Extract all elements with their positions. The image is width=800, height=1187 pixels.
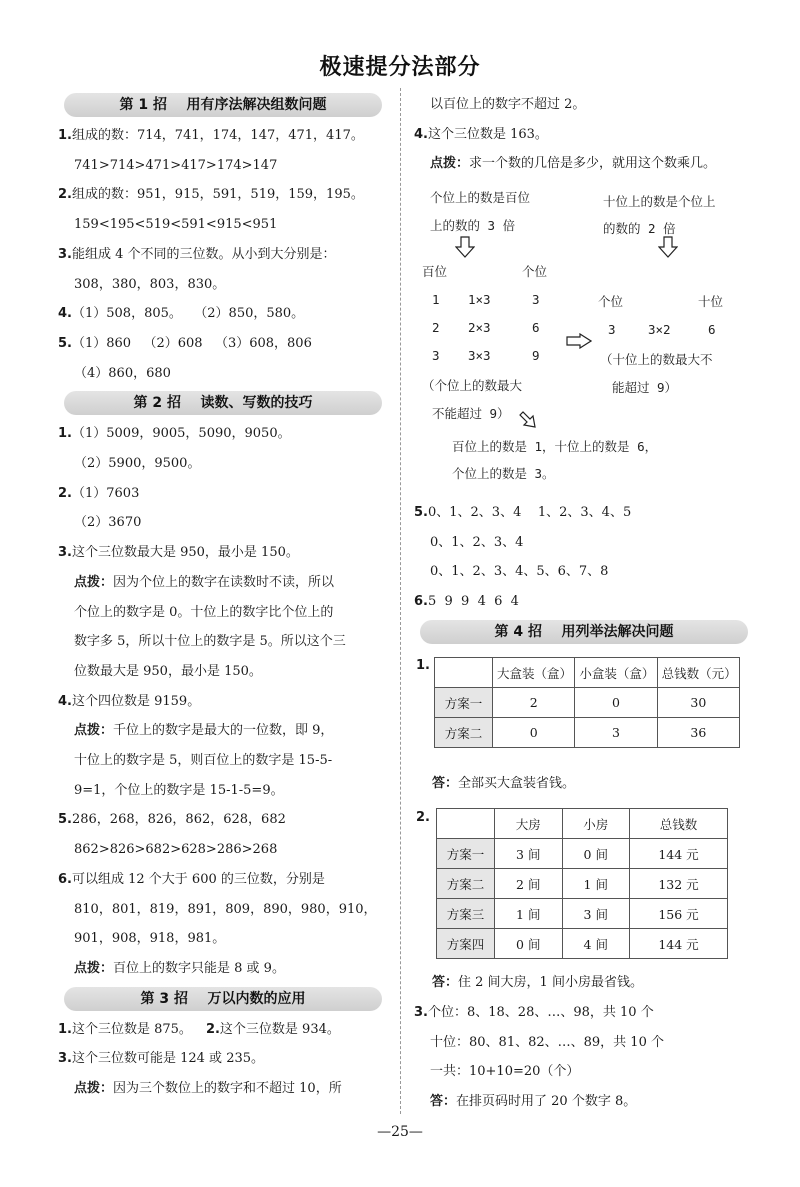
- answer-text: 286，268，826，862，628，682: [71, 812, 286, 828]
- header-ones-r: 个位: [598, 294, 624, 309]
- continuation-line: 741>714>471>417>174>147: [74, 157, 278, 173]
- question-number: 1.: [416, 658, 430, 673]
- answer-text: 能组成 4 个不同的三位数。从小到大分别是：: [71, 246, 336, 262]
- down-arrow-icon: [658, 236, 678, 258]
- continuation-line: （2）3670: [74, 515, 142, 531]
- table-cell: 3 间: [495, 839, 563, 869]
- question-number: 1.: [58, 426, 72, 442]
- left-remark-2: 不能超过 9）: [432, 406, 510, 421]
- answer-text: 可以组成 12 个大于 600 的三位数，分别是: [71, 871, 325, 887]
- answer-text: （1）7603: [71, 485, 140, 501]
- table-cell: 144 元: [630, 839, 728, 869]
- conclusion-1: 百位上的数是 1，十位上的数是 6，: [452, 439, 658, 454]
- answer-line: [414, 498, 754, 528]
- answer-text: 这个四位数是 9159。: [71, 693, 201, 709]
- column-divider: [400, 88, 401, 1114]
- continuation-line: 810，801，819，891，809，890，980，910，: [74, 901, 377, 917]
- answer-text: 组成的数：951，915，591，519，159，195。: [71, 187, 364, 203]
- answer-2: [432, 968, 643, 998]
- page-title: 极速提分法部分: [319, 55, 481, 80]
- answer-line: [58, 865, 388, 895]
- table-cell: 0 间: [562, 839, 630, 869]
- continuation-line: 以百位上的数字不超过 2。: [430, 97, 586, 112]
- table-row: [437, 899, 728, 929]
- cell: 3: [432, 348, 440, 363]
- header-cell: 总钱数（元）: [657, 658, 739, 688]
- question-number: 2.: [58, 485, 72, 501]
- continuation-line: 862>826>682>628>286>268: [74, 842, 278, 858]
- answer-line: [58, 1015, 388, 1045]
- table-cell: 144 元: [630, 929, 728, 959]
- cell: 3: [532, 292, 540, 307]
- table-cell: 0: [493, 718, 575, 748]
- continuation-line: 位数最大是 950，最小是 150。: [74, 663, 262, 679]
- answer-text: 这个三位数可能是 124 或 235。: [71, 1051, 265, 1067]
- left-column: [58, 90, 388, 1104]
- cell: 1×3: [468, 292, 491, 307]
- table-cell: 方案二: [435, 718, 493, 748]
- right-column-mid: [414, 498, 754, 648]
- answer-label: 答：: [432, 975, 459, 990]
- continuation-line: 9=1，个位上的数字是 15-1-5=9。: [74, 782, 284, 798]
- section-header: 第 4 招 用列举法解决问题: [420, 620, 748, 644]
- plan-table-1: [434, 657, 740, 748]
- answer-text: 全部买大盒装省钱。: [458, 776, 576, 791]
- answer-line: [414, 120, 754, 150]
- answer-text: 5 9 9 4 6 4: [427, 594, 519, 610]
- question-number: 1.: [58, 128, 72, 143]
- cell: 3×3: [468, 348, 491, 363]
- left-note-1: 个位上的数是百位: [430, 190, 531, 205]
- right-column-bottom: [414, 998, 754, 1117]
- continuation-line: （4）860，680: [74, 365, 171, 381]
- cell: 2×3: [468, 320, 491, 335]
- answer-line: [58, 687, 388, 717]
- table-cell: 方案三: [437, 899, 495, 929]
- answer-text: 这个三位数是 163。: [427, 126, 548, 142]
- answer-text: 0、1、2、3、4 1、2、3、4、5: [427, 505, 632, 520]
- answer-line: [58, 479, 388, 509]
- answer-line: [414, 998, 754, 1028]
- answer-text: （1）508，805。 （2）850，580。: [71, 306, 305, 322]
- answer-1: [432, 769, 575, 799]
- question-number: 5.: [414, 505, 428, 520]
- answer-text: 这个三位数是 934。: [219, 1021, 340, 1037]
- table-cell: 方案二: [437, 869, 495, 899]
- answer-line: [58, 299, 388, 329]
- answer-line: [58, 805, 388, 835]
- continuation-line: 308，380，803，830。: [74, 276, 226, 292]
- continuation-line: 0、1、2、3、4: [430, 534, 524, 550]
- table-row: [437, 929, 728, 959]
- header-tens: 十位: [698, 294, 724, 309]
- hint-text: 因为个位上的数字在读数时不读，所以: [113, 574, 335, 590]
- hint-line: [414, 1087, 754, 1117]
- answer-line: [58, 329, 388, 359]
- right-note-1: 十位上的数是个位上: [603, 194, 716, 209]
- table-cell: 3: [575, 718, 657, 748]
- right-note-2: 的数的 2 倍: [603, 221, 676, 236]
- table-cell: 4 间: [562, 929, 630, 959]
- table-cell: 132 元: [630, 869, 728, 899]
- header-cell: [435, 658, 493, 688]
- header-cell: 大房: [495, 809, 563, 839]
- cell: 6: [532, 320, 540, 335]
- answer-line: [58, 1044, 388, 1074]
- continuation-line: 159<195<519<591<915<951: [74, 217, 278, 233]
- answer-label: 答：: [432, 776, 459, 791]
- continuation-line: 个位上的数字是 0。十位上的数字比个位上的: [74, 604, 334, 620]
- question-number: 1.: [58, 1021, 72, 1037]
- table-row: [437, 869, 728, 899]
- answer-line: [58, 538, 388, 568]
- diagonal-arrow-icon: [518, 410, 540, 432]
- table-cell: 3 间: [562, 899, 630, 929]
- question-number: 3.: [414, 1005, 428, 1020]
- hint-line: [414, 149, 754, 179]
- hint-text: 在排页码时用了 20 个数字 8。: [456, 1094, 637, 1110]
- question-number: 5.: [58, 335, 72, 351]
- continuation-line: 一共：10+10=20（个）: [430, 1064, 580, 1080]
- question-number: 5.: [58, 812, 72, 828]
- header-hundreds: 百位: [422, 264, 448, 279]
- hint-line: [58, 568, 388, 598]
- table-cell: 0 间: [495, 929, 563, 959]
- question-number: 4.: [58, 693, 72, 709]
- conclusion-2: 个位上的数是 3。: [452, 466, 555, 481]
- question-number: 2.: [58, 187, 72, 203]
- hint-text: 求一个数的几倍是多少，就用这个数乘几。: [469, 156, 717, 172]
- table-cell: 2 间: [495, 869, 563, 899]
- cell: 3: [608, 322, 616, 337]
- table-cell: 1 间: [562, 869, 630, 899]
- question-number: 3.: [58, 246, 72, 262]
- section-header: 第 2 招 读数、写数的技巧: [64, 391, 382, 415]
- hint-label: 点拨：: [74, 723, 114, 739]
- answer-text: 这个三位数是 875。: [71, 1021, 192, 1037]
- continuation-line: 数字多 5，所以十位上的数字是 5。所以这个三: [74, 634, 346, 650]
- page-number: —25—: [377, 1124, 423, 1140]
- continuation-line: 901，908，918，981。: [74, 931, 226, 947]
- question-number: 3.: [58, 545, 72, 561]
- table-cell: 方案一: [437, 839, 495, 869]
- table-cell: 36: [657, 718, 739, 748]
- question-number: 3.: [58, 1051, 72, 1067]
- cell: 2: [432, 320, 440, 335]
- continuation-line: 十位上的数字是 5，则百位上的数字是 15-5-: [74, 753, 333, 769]
- question-number: 2.: [416, 810, 430, 825]
- hint-label: 答：: [430, 1094, 457, 1110]
- down-arrow-icon: [455, 236, 475, 258]
- table-row: [435, 718, 740, 748]
- question-number: 6.: [414, 594, 428, 610]
- table-cell: 方案四: [437, 929, 495, 959]
- question-number: 6.: [58, 871, 72, 887]
- answer-text: 个位：8、18、28、…、98，共 10 个: [427, 1005, 654, 1020]
- answer-text: 组成的数：714，741，174，147，471，417。: [71, 128, 364, 143]
- question-number: 4.: [414, 126, 428, 142]
- hint-text: 千位上的数字是最大的一位数，即 9，: [113, 723, 334, 739]
- continuation-line: 十位：80、81、82、…、89，共 10 个: [430, 1034, 664, 1050]
- hint-text: 因为三个数位上的数字和不超过 10，所: [113, 1081, 342, 1097]
- section-header: 第 1 招 用有序法解决组数问题: [64, 93, 382, 117]
- header-cell: 总钱数: [630, 809, 728, 839]
- cell: 6: [708, 322, 716, 337]
- right-arrow-icon: [566, 333, 592, 349]
- answer-text: 住 2 间大房，1 间小房最省钱。: [458, 975, 643, 990]
- table-header-row: [435, 658, 740, 688]
- table-row: [437, 839, 728, 869]
- header-cell: 大盒装（盒）: [493, 658, 575, 688]
- header-cell: [437, 809, 495, 839]
- left-remark-1: （个位上的数最大: [422, 378, 523, 393]
- answer-text: （1）5009，9005，5090，9050。: [71, 426, 291, 442]
- header-cell: 小房: [562, 809, 630, 839]
- hint-label: 点拨：: [74, 1081, 114, 1097]
- table-cell: 30: [657, 688, 739, 718]
- answer-line: [58, 121, 388, 151]
- table-cell: 156 元: [630, 899, 728, 929]
- plan-table-2: [436, 808, 728, 959]
- hint-label: 点拨：: [430, 156, 470, 172]
- answer-line: [58, 180, 388, 210]
- hint-label: 点拨：: [74, 574, 114, 590]
- right-column: [414, 90, 754, 179]
- answer-line: [414, 587, 754, 617]
- table-cell: 1 间: [495, 899, 563, 929]
- right-remark-1: （十位上的数最大不: [600, 352, 713, 367]
- table-cell: 0: [575, 688, 657, 718]
- cell: 1: [432, 292, 440, 307]
- table-cell: 2: [493, 688, 575, 718]
- header-ones: 个位: [522, 264, 548, 279]
- right-remark-2: 能超过 9）: [612, 380, 678, 395]
- answer-text: 这个三位数最大是 950，最小是 150。: [71, 545, 299, 561]
- hint-text: 百位上的数字只能是 8 或 9。: [113, 960, 285, 976]
- cell: 9: [532, 348, 540, 363]
- answer-text: （1）860 （2）608 （3）608，806: [71, 335, 312, 351]
- left-note-2: 上的数的 3 倍: [430, 218, 516, 233]
- hint-line: [58, 716, 388, 746]
- table-row: [435, 688, 740, 718]
- table-header-row: [437, 809, 728, 839]
- cell: 3×2: [648, 322, 671, 337]
- answer-line: [58, 240, 388, 270]
- header-cell: 小盒装（盒）: [575, 658, 657, 688]
- hint-line: [58, 1074, 388, 1104]
- question-number: 4.: [58, 306, 72, 322]
- table-cell: 方案一: [435, 688, 493, 718]
- answer-line: [58, 419, 388, 449]
- hint-line: [58, 954, 388, 984]
- continuation-line: 0、1、2、3、4、5、6、7、8: [430, 564, 609, 580]
- section-header: 第 3 招 万以内数的应用: [64, 987, 382, 1011]
- hint-label: 点拨：: [74, 960, 114, 976]
- question-number: 2.: [205, 1021, 220, 1037]
- continuation-line: （2）5900，9500。: [74, 456, 201, 472]
